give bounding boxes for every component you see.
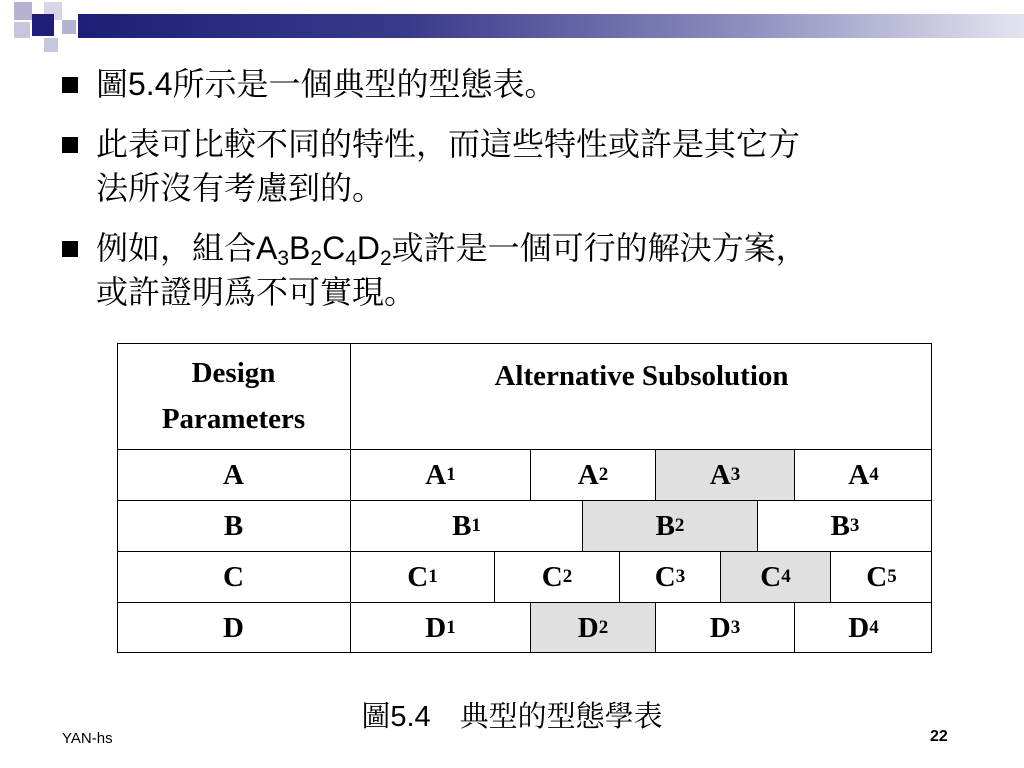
option-cell: A 4 (795, 450, 932, 501)
option-cell: A 1 (351, 450, 531, 501)
option-cell: D 3 (656, 603, 795, 653)
bullet-text: 或許是一個可行的解決方案， (391, 230, 808, 266)
option-cell: B 3 (758, 501, 932, 552)
option-cell: B 1 (351, 501, 583, 552)
option-cell: D 4 (848, 611, 879, 644)
square-bullet-icon (62, 137, 78, 153)
square-bullet-icon (62, 77, 78, 93)
bullet-text: 法所沒有考慮到的。 (96, 170, 385, 206)
option-cell: C 3 (620, 552, 721, 603)
param-cell: D (117, 603, 351, 653)
page-number: 22 (930, 728, 948, 745)
option-cell: A 2 (531, 450, 656, 501)
option-cell: C 1 (351, 552, 495, 603)
title-banner (0, 0, 1024, 50)
combination-c: $C_4$ (322, 230, 357, 270)
bullet-item (62, 62, 982, 106)
banner-square (62, 20, 76, 34)
bullet-text: 此表可比較不同的特性，而這些特性或許是其它方 (96, 126, 801, 162)
option-cell-selected: D 2 (531, 603, 656, 653)
morphological-table (117, 343, 932, 653)
bullet-text: 例如，組合 (96, 230, 257, 266)
bullet-item (62, 226, 982, 314)
param-cell: A (117, 450, 351, 501)
option-cell: D 1 (351, 603, 531, 653)
square-bullet-icon (62, 241, 78, 257)
combination-d: $D_2$ (356, 230, 392, 270)
param-cell: C (117, 552, 351, 603)
combination-a: $A_3$ (256, 230, 290, 270)
bullet-text: 圖5.4所示是一個典型的型態表。 (96, 66, 557, 102)
option-cell-selected: C 4 (721, 552, 831, 603)
option-cell: C 2 (495, 552, 620, 603)
banner-square (44, 38, 58, 52)
header-alternative-subsolution: Alternative Subsolution (351, 343, 932, 450)
figure-caption: 圖5.4 典型的型態學表 (361, 701, 663, 733)
banner-square (14, 22, 30, 38)
bullet-text: 或許證明爲不可實現。 (96, 274, 417, 310)
bullet-item (62, 122, 982, 210)
param-cell: B (117, 501, 351, 552)
banner-square (14, 2, 32, 20)
footer-author: YAN-hs (62, 730, 113, 747)
bullet-list (62, 62, 982, 330)
banner-gradient-bar (78, 14, 1024, 38)
banner-square (32, 14, 54, 36)
combination-b: $B_2$ (289, 230, 323, 270)
header-design-parameters: Design Parameters (117, 343, 351, 450)
option-cell: C 5 (831, 552, 932, 603)
option-cell-selected: B 2 (583, 501, 758, 552)
option-cell-selected: A 3 (656, 450, 795, 501)
